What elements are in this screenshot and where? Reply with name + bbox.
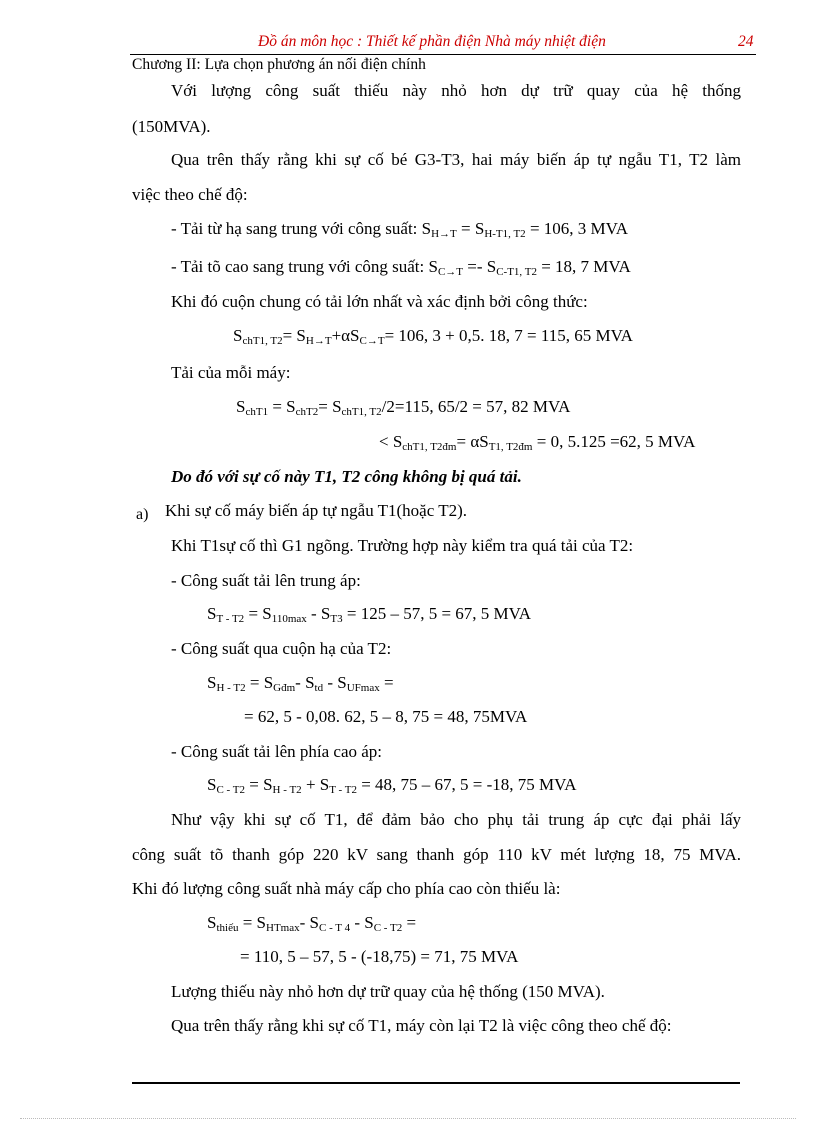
paragraph-line: - Công suất tải lên phía cao áp: (171, 742, 383, 761)
conclusion-text: Do đó với sự cố này T1, T2 công không bị quá tải. (171, 467, 522, 486)
formula-line: = 62, 5 - 0,08. 62, 5 – 8, 75 = 48, 75MVA (244, 707, 528, 726)
paragraph-line: - Công suất tải lên trung áp: (171, 571, 361, 590)
paragraph-line: Như vậy khi sự cố T1, để đảm bảo cho phụ tải trung áp cực đại phải lấy (171, 810, 741, 829)
paragraph-line: Qua trên thấy rằng khi sự cố bé G3-T3, hai máy biến áp tự ngẫu T1, T2 làm (171, 150, 741, 169)
page-edge (20, 1118, 796, 1119)
paragraph-line: Tải của mỗi máy: (171, 363, 291, 382)
formula-line: $S_{C - T2} = S_{H - T2} + S_{T - T2} = 48$, 75 – 67, 5 = -18, 75 MVA (207, 775, 577, 796)
paragraph-line: việc theo chế độ: (132, 185, 248, 204)
formula-line: $S_{thiếu} = S_{HTmax}-$ $S_{C - T 4} - S_{C - T2}$ = (207, 913, 417, 934)
paragraph-line: Với lượng công suất thiếu này nhỏ hơn dự trữ quay của hệ thống (171, 81, 741, 100)
page-number: 24 (738, 33, 754, 50)
footer-divider (132, 1082, 740, 1084)
paragraph-line: Khi T1sự cố thì G1 ngõng. Trường hợp này kiểm tra quá tải của T2: (171, 536, 634, 555)
list-marker: a) (136, 506, 149, 523)
formula-line: $S_{chT1} = S_{chT2}= S_{chT1, T2}/2=115$, 65/2 = 57, 82 MVA (236, 397, 571, 418)
paragraph-line: - Công suất qua cuộn hạ của T2: (171, 639, 392, 658)
formula-line: - Tải tõ cao sang trung với công suất: $S_{C\to T} =- S_{C-T1, T2} = 18$, 7 MVA (171, 257, 631, 278)
formula-line: $S_{T - T2} = S_{110max} - S_{T3} = 125 - 57$, 5 = 67, 5 MVA (207, 604, 532, 625)
paragraph-line: công suất tõ thanh góp 220 kV sang thanh góp 110 kV mét lượng 18, 75 MVA. (132, 845, 741, 864)
section-heading: Khi sự cố máy biến áp tự ngẫu T1(hoặc T2). (165, 501, 468, 520)
formula-line: $S_{chT1, T2}= S_{H\to T}+\alpha S_{C\to T}= 106$, 3 + 0,5. 18, 7 = 115, 65 MVA (233, 326, 633, 347)
header-title: Đồ án môn học : Thiết kế phần điện Nhà máy nhiệt điện (258, 33, 606, 50)
chapter-title: Chương II: Lựa chọn phương án nối điện chính (132, 56, 426, 73)
paragraph-line: Lượng thiếu này nhỏ hơn dự trữ quay của hệ thống (150 MVA). (171, 982, 605, 1001)
formula-line: - Tải từ hạ sang trung với công suất: $S_{H\to T} = S_{H-T1, T2} = 106$, 3 MVA (171, 219, 629, 240)
paragraph-line: Khi đó lượng công suất nhà máy cấp cho phía cao còn thiếu là: (132, 879, 561, 898)
formula-line: = 110, 5 – 57, 5 - (-18,75) = 71, 75 MVA (240, 947, 519, 966)
paragraph-line: (150MVA). (132, 117, 211, 136)
paragraph-line: Qua trên thấy rằng khi sự cố T1, máy còn lại T2 là việc công theo chế độ: (171, 1016, 672, 1035)
formula-line: < $S_{chT1, T2đm}= \alpha S_{T1, T2đm} = 0$, 5.125 =62, 5 MVA (379, 432, 696, 453)
header-divider (130, 54, 756, 55)
formula-line: $S_{H - T2} = S_{Gđm}-$ $S_{td} - S_{UFmax}$ = (207, 673, 394, 694)
paragraph-line: Khi đó cuộn chung có tải lớn nhất và xác định bởi công thức: (171, 292, 588, 311)
